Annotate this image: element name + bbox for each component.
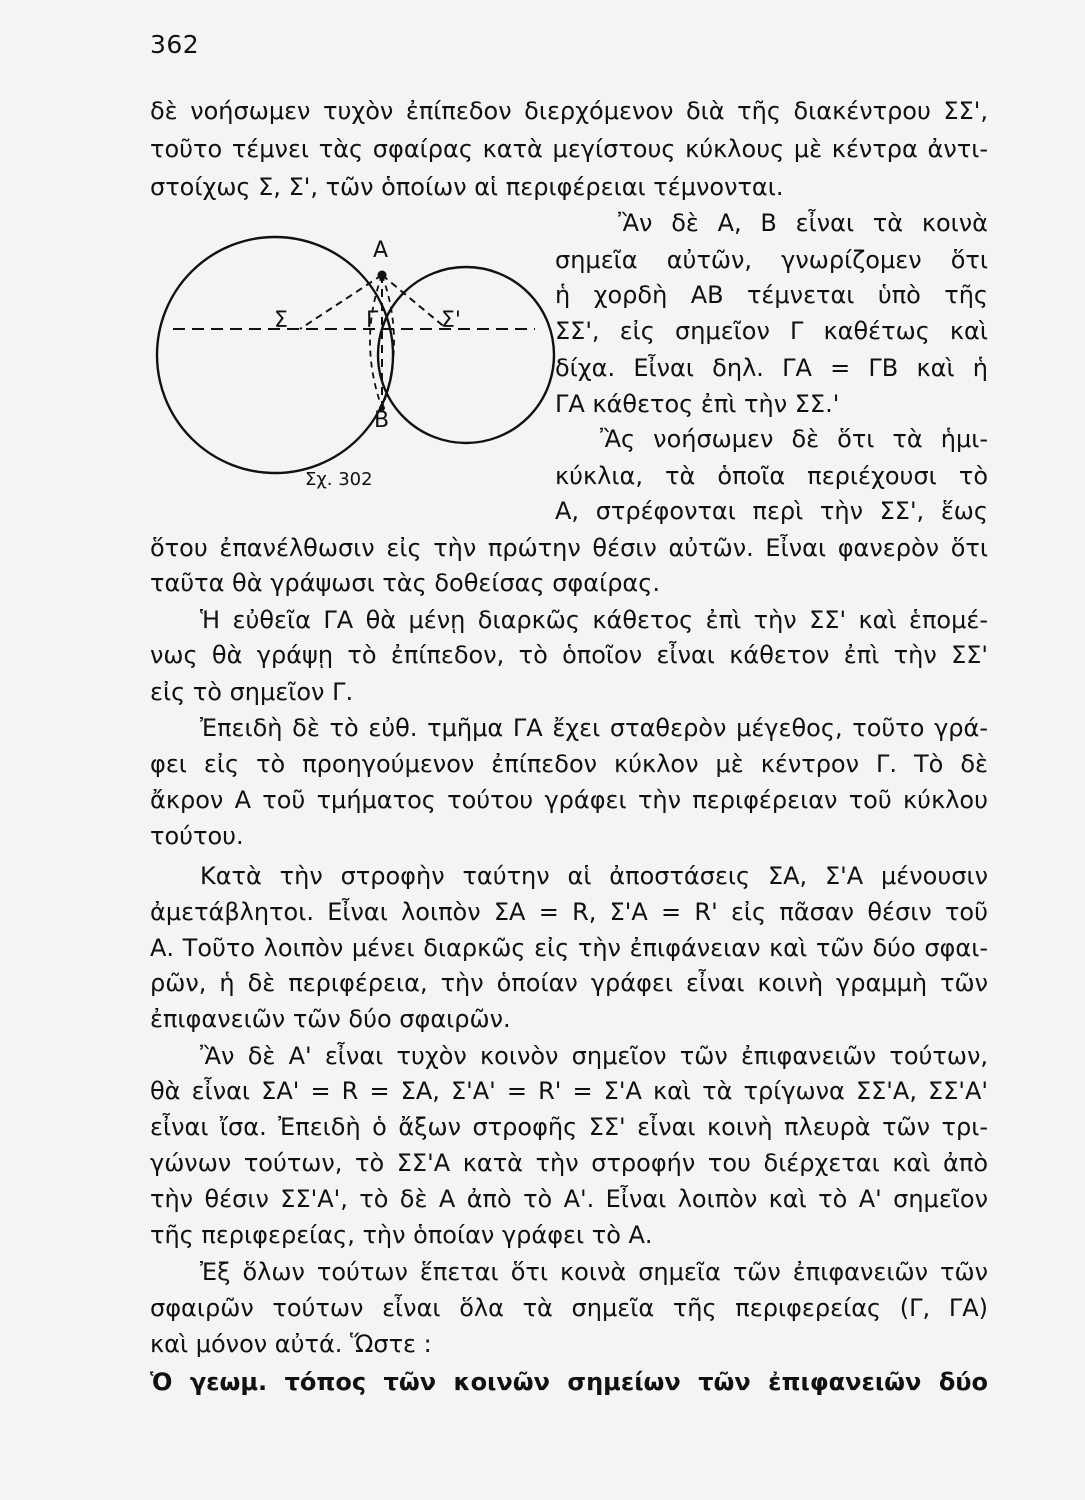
text-line: εἰς τὸ σημεῖον Γ. bbox=[150, 678, 354, 706]
text-line: σημεῖα αὐτῶν, γνωρίζομεν ὅτι bbox=[555, 246, 988, 274]
label-sigma: Σ bbox=[274, 308, 288, 333]
text-line: καὶ μόνον αὐτά. Ὥστε : bbox=[150, 1330, 432, 1358]
text-line: δὲ νοήσωμεν τυχὸν ἐπίπεδον διερχόμενον διὰ τῆς διακέντρου ΣΣ', bbox=[150, 97, 988, 125]
text-line: ἡ χορδὴ ΑΒ τέμνεται ὑπὸ τῆς bbox=[555, 281, 988, 309]
theorem-line: Ὁ γεωμ. τόπος τῶν κοινῶν σημείων τῶν ἐπιφανειῶν δύο bbox=[150, 1368, 988, 1396]
text-line: Α, στρέφονται περὶ τὴν ΣΣ', ἕως bbox=[555, 497, 988, 525]
label-gamma: Γ bbox=[366, 308, 379, 333]
text-line: Ἂς νοήσωμεν δὲ ὅτι τὰ ἡμι- bbox=[600, 425, 988, 453]
text-line: Α. Τοῦτο λοιπὸν μένει διαρκῶς εἰς τὴν ἐπιφάνειαν καὶ τῶν δύο σφαι- bbox=[150, 934, 988, 962]
point-a bbox=[378, 271, 387, 280]
text-line: κύκλια, τὰ ὁποῖα περιέχουσι τὸ bbox=[555, 462, 988, 490]
text-line: τῆς περιφερείας, τὴν ὁποίαν γράφει τὸ Α. bbox=[150, 1221, 653, 1249]
text-line: Ἂν δὲ Α' εἶναι τυχὸν κοινὸν σημεῖον τῶν ἐπιφανειῶν τούτων, bbox=[200, 1042, 988, 1070]
text-line: Ἐπειδὴ δὲ τὸ εὐθ. τμῆμα ΓΑ ἔχει σταθερὸν μέγεθος, τοῦτο γρά- bbox=[200, 714, 988, 742]
label-sigma-prime: Σ' bbox=[441, 308, 461, 333]
text-line: ἐπιφανειῶν τῶν δύο σφαιρῶν. bbox=[150, 1005, 511, 1033]
text-line: τοῦτο τέμνει τὰς σφαίρας κατὰ μεγίστους κύκλους μὲ κέντρα ἀντι- bbox=[150, 135, 988, 163]
figure-302 bbox=[165, 220, 545, 495]
text-line: ἀμετάβλητοι. Εἶναι λοιπὸν ΣΑ = R, Σ'Α = R' εἰς πᾶσαν θέσιν τοῦ bbox=[150, 898, 988, 926]
text-line: φει εἰς τὸ προηγούμενον ἐπίπεδον κύκλον μὲ κέντρον Γ. Τὸ δὲ bbox=[150, 750, 988, 778]
text-line: Ἂν δὲ Α, Β εἶναι τὰ κοινὰ bbox=[618, 209, 988, 237]
text-line: τὴν θέσιν ΣΣ'Α', τὸ δὲ Α ἀπὸ τὸ Α'. Εἶναι λοιπὸν καὶ τὸ Α' σημεῖον bbox=[150, 1185, 988, 1213]
text-line: Ἡ εὐθεῖα ΓΑ θὰ μένῃ διαρκῶς κάθετος ἐπὶ τὴν ΣΣ' καὶ ἑπομέ- bbox=[200, 606, 988, 634]
text-line: γώνων τούτων, τὸ ΣΣ'Α κατὰ τὴν στροφήν του διέρχεται καὶ ἀπὸ bbox=[150, 1149, 988, 1177]
label-b: B bbox=[374, 408, 390, 433]
text-line: ὅτου ἐπανέλθωσιν εἰς τὴν πρώτην θέσιν αὐτῶν. Εἶναι φανερὸν ὅτι bbox=[150, 534, 988, 562]
text-line: ΣΣ', εἰς σημεῖον Γ καθέτως καὶ bbox=[555, 317, 988, 345]
text-line: ἄκρον Α τοῦ τμήματος τούτου γράφει τὴν περιφέρειαν τοῦ κύκλου bbox=[150, 786, 988, 814]
circle-sigma bbox=[157, 237, 393, 473]
text-line: δίχα. Εἶναι δηλ. ΓΑ = ΓΒ καὶ ἡ bbox=[555, 354, 988, 382]
page-number: 362 bbox=[150, 30, 200, 59]
text-line: Ἐξ ὅλων τούτων ἕπεται ὅτι κοινὰ σημεῖα τῶν ἐπιφανειῶν τῶν bbox=[200, 1258, 988, 1286]
text-line: ΓΑ κάθετος ἐπὶ τὴν ΣΣ.' bbox=[555, 390, 840, 418]
text-line: θὰ εἶναι ΣΑ' = R = ΣΑ, Σ'Α' = R' = Σ'Α καὶ τὰ τρίγωνα ΣΣ'Α, ΣΣ'Α' bbox=[150, 1077, 988, 1105]
text-line: τούτου. bbox=[150, 822, 244, 850]
figure-caption: Σχ. 302 bbox=[305, 469, 373, 490]
text-line: Κατὰ τὴν στροφὴν ταύτην αἱ ἀποστάσεις ΣΑ, Σ'Α μένουσιν bbox=[200, 862, 988, 890]
text-line: σφαιρῶν τούτων εἶναι ὅλα τὰ σημεῖα τῆς περιφερείας (Γ, ΓΑ) bbox=[150, 1294, 988, 1322]
intersecting-circles-diagram bbox=[165, 220, 545, 495]
label-a: A bbox=[373, 238, 389, 263]
text-line: ρῶν, ἡ δὲ περιφέρεια, τὴν ὁποίαν γράφει εἶναι κοινὴ γραμμὴ τῶν bbox=[150, 969, 988, 997]
text-line: στοίχως Σ, Σ', τῶν ὁποίων αἱ περιφέρειαι τέμνονται. bbox=[150, 173, 784, 201]
text-line: εἶναι ἴσα. Ἐπειδὴ ὁ ἄξων στροφῆς ΣΣ' εἶναι κοινὴ πλευρὰ τῶν τρι- bbox=[150, 1113, 988, 1141]
text-line: νως θὰ γράψῃ τὸ ἐπίπεδον, τὸ ὁποῖον εἶναι κάθετον ἐπὶ τὴν ΣΣ' bbox=[150, 641, 988, 669]
text-line: ταῦτα θὰ γράψωσι τὰς δοθείσας σφαίρας. bbox=[150, 569, 660, 597]
